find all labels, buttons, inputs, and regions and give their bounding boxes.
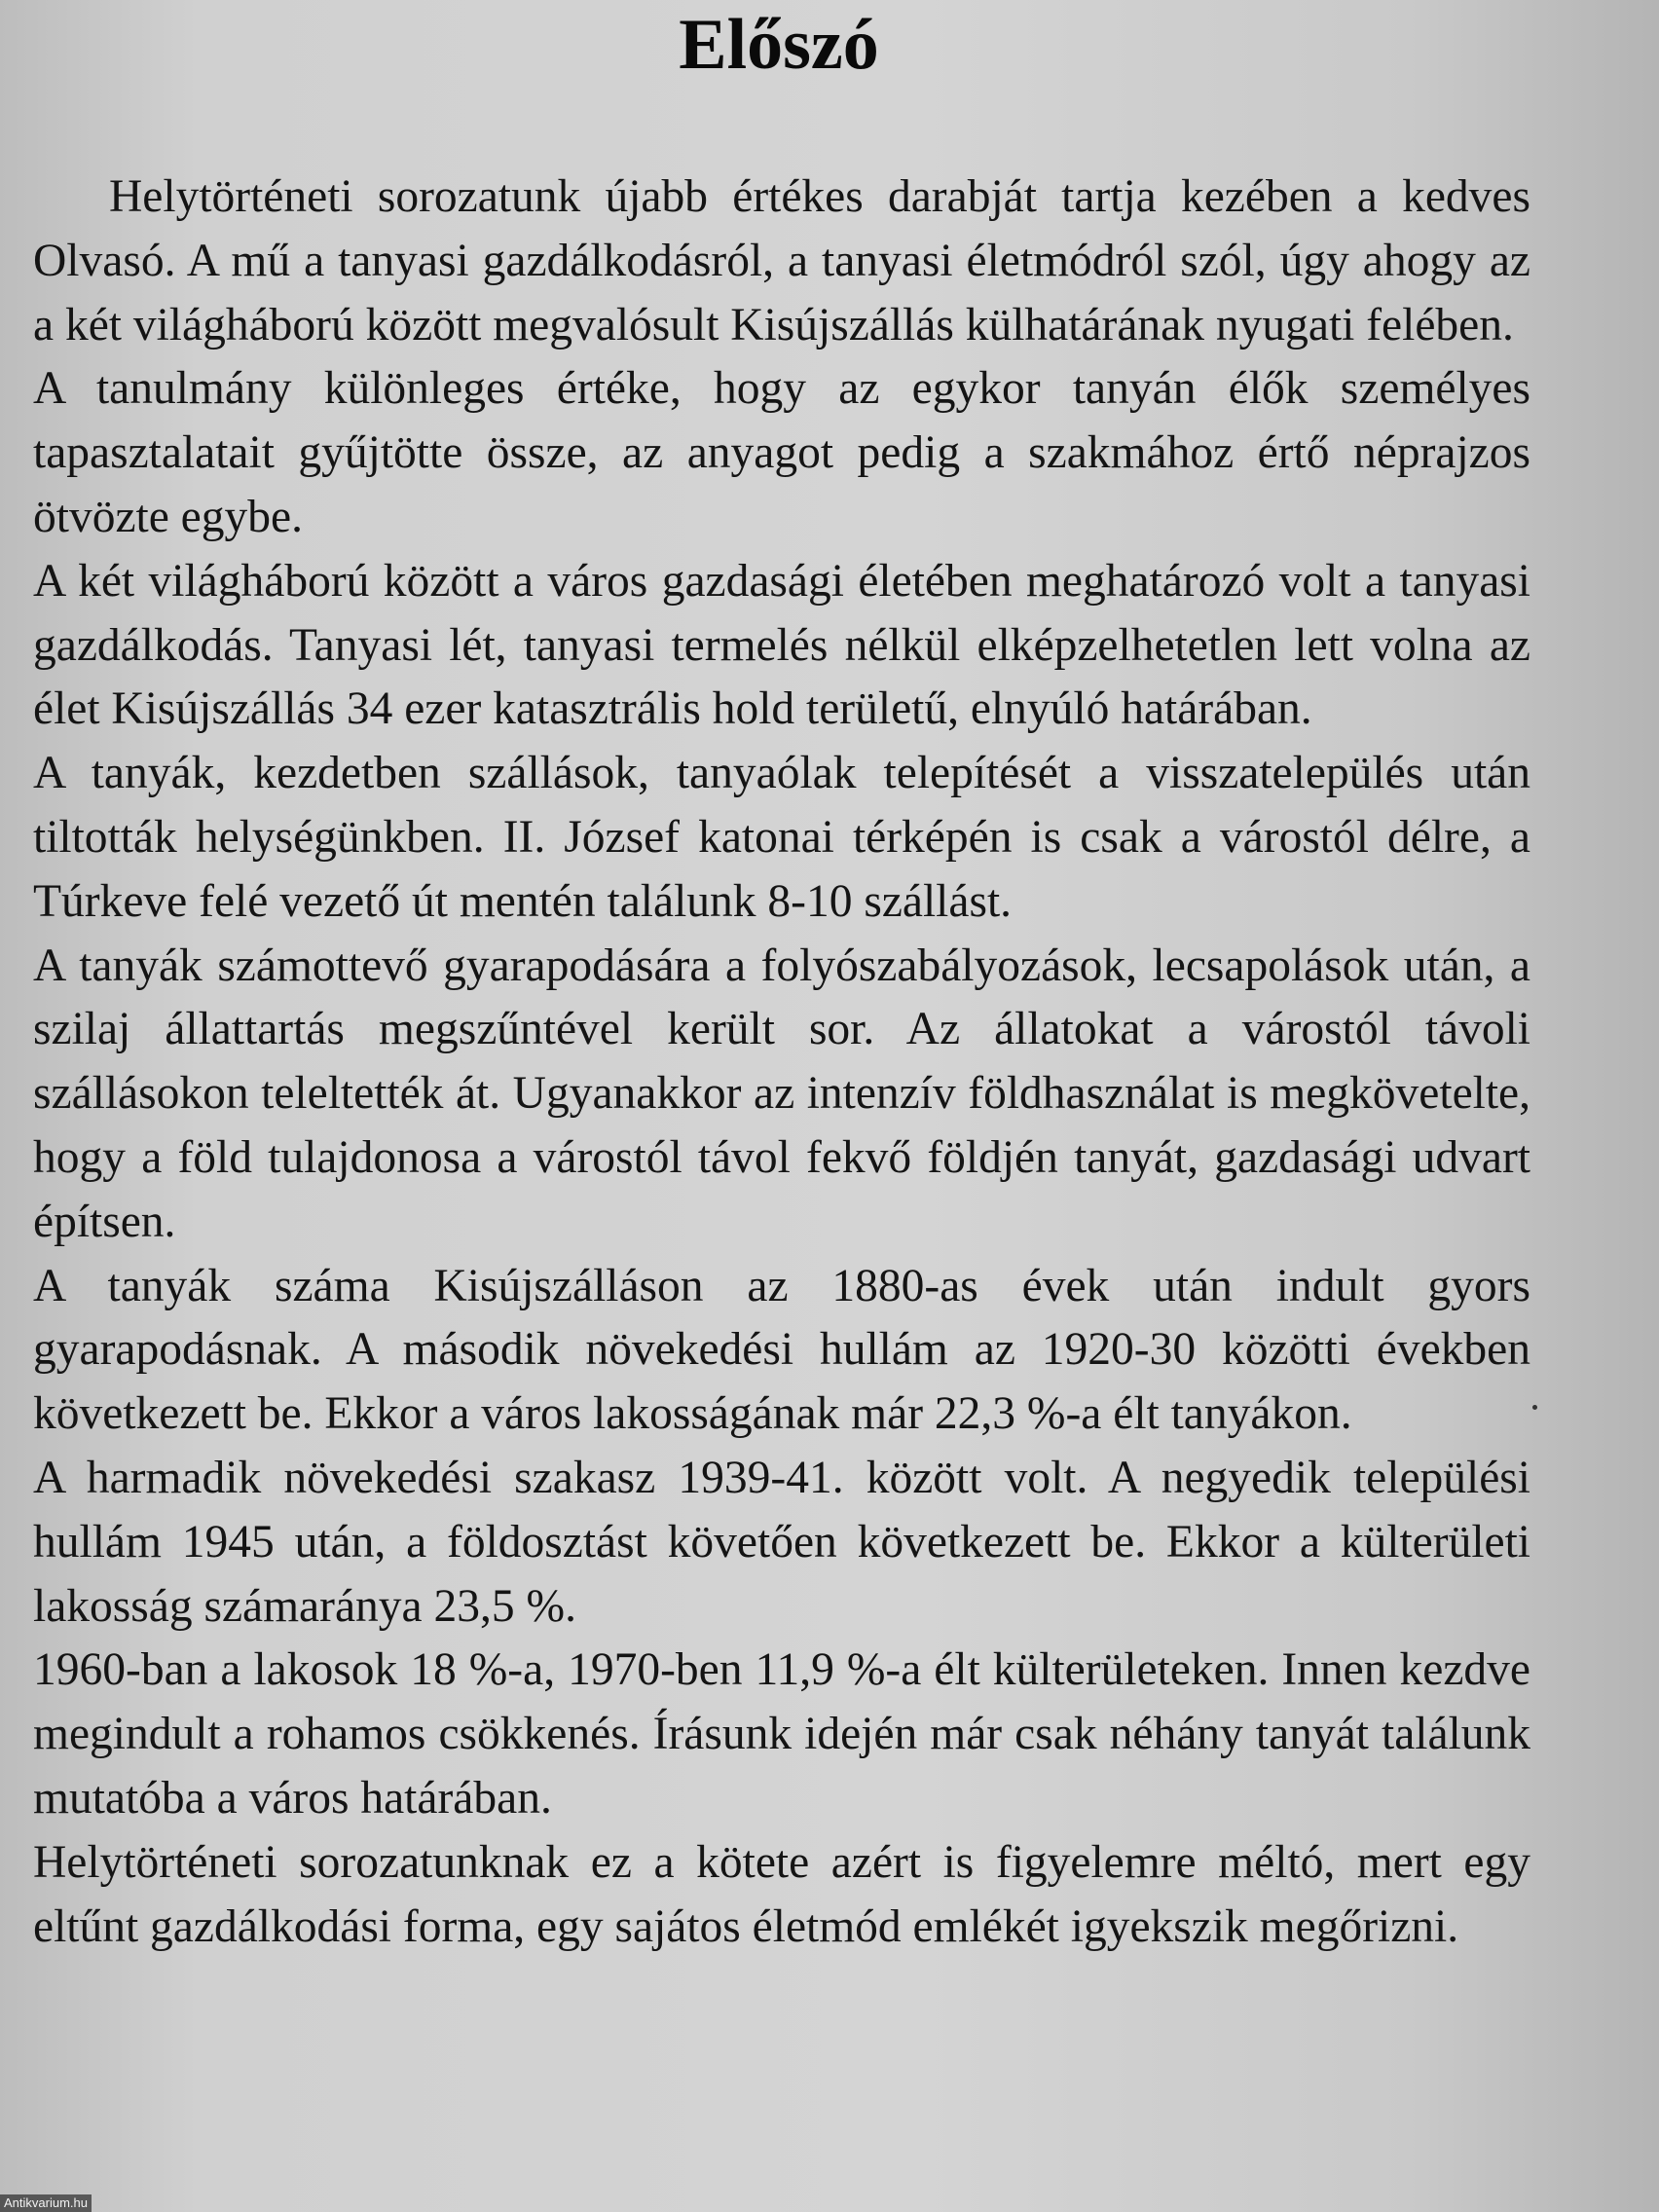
paragraph-5: A tanyák számottevő gyarapodására a folyószabályozások, lecsapolások után, a szilaj állattartás megszűntével került sor. Az állatokat a várostól távoli szállásokon teleltették át. Ugyanakkor az intenzív földhasználat is megkövetelte, hogy a föld tulajdonosa a várostól távol fekvő földjén tanyát, gazdasági udvart építsen. — [33, 940, 1530, 1247]
paragraph-2: A tanulmány különleges értéke, hogy az egykor tanyán élők személyes tapasztalatait gyűjtötte össze, az anyagot pedig a szakmához értő néprajzos ötvözte egybe. — [33, 363, 1530, 542]
paragraph-9: Helytörténeti sorozatunknak ez a kötete azért is figyelemre méltó, mert egy eltűnt gazdálkodási forma, egy sajátos életmód emlékét igyekszik megőrizni. — [33, 1836, 1530, 1952]
paragraph-7: A harmadik növekedési szakasz 1939-41. között volt. A negyedik települési hullám 1945 után, a földosztást követően következett be. Ekkor a külterületi lakosság számaránya 23,5 %. — [33, 1452, 1530, 1632]
watermark: Antikvarium.hu — [0, 2194, 92, 2212]
stray-mark — [1532, 1405, 1537, 1410]
body-text — [33, 166, 1530, 1959]
paragraph-8: 1960-ban a lakosok 18 %-a, 1970-ben 11,9 %-a élt külterületeken. Innen kezdve megindult a rohamos csökkenés. Írásunk idején már csak néhány tanyát találunk mutatóba a város határában. — [33, 1644, 1530, 1824]
paragraph-6: A tanyák száma Kisújszálláson az 1880-as évek után indult gyors gyarapodásnak. A második növekedési hullám az 1920-30 közötti években következett be. Ekkor a város lakosságának már 22,3 %-a élt tanyákon. — [33, 1260, 1530, 1440]
paragraph-1: Helytörténeti sorozatunk újabb értékes darabját tartja kezében a kedves Olvasó. A mű a tanyasi gazdálkodásról, a tanyasi életmódról szól, úgy ahogy az a két világháború között megvalósult Kisújszállás külhatárának nyugati felében. — [33, 171, 1530, 350]
page-title: Előszó — [679, 5, 879, 85]
paragraph-4: A tanyák, kezdetben szállások, tanyaólak telepítését a visszatelepülés után tiltották helységünkben. II. József katonai térképén is csak a várostól délre, a Túrkeve felé vezető út mentén találunk 8-10 szállást. — [33, 748, 1530, 927]
paragraph-3: A két világháború között a város gazdasági életében meghatározó volt a tanyasi gazdálkodás. Tanyasi lét, tanyasi termelés nélkül elképzelhetetlen lett volna az élet Kisújszállás 34 ezer katasztrális hold területű, elnyúló határában. — [33, 555, 1530, 735]
